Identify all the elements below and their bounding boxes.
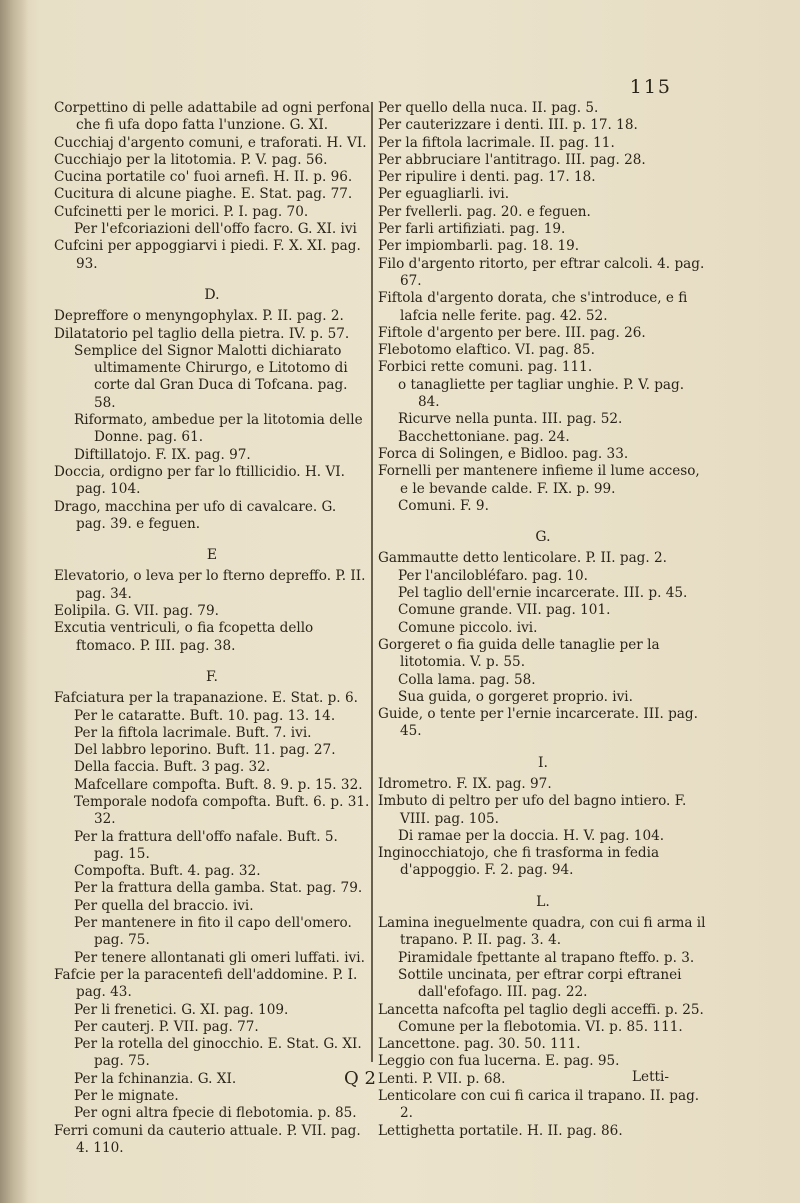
- index-entry: Piramidale fpettante al trapano fteffo. p. 3.: [398, 949, 695, 966]
- index-entry: Gammautte detto lenticolare. P. II. pag. 2.: [378, 550, 667, 567]
- index-entry: Pel taglio dell'ernie incarcerate. III. p. 45.: [398, 585, 688, 602]
- index-entry: Diftillatojo. F. IX. pag. 97.: [74, 446, 251, 463]
- index-entry: Per l'efcoriazioni dell'offo facro. G. XI. ivi: [74, 221, 357, 238]
- index-entry: Mafcellare compofta. Buft. 8. 9. p. 15. 32.: [74, 776, 363, 793]
- index-entry: Lancettone. pag. 30. 50. 111.: [378, 1036, 581, 1053]
- index-entry: Per le cataratte. Buft. 10. pag. 13. 14.: [74, 707, 336, 724]
- index-entry: Per la fchinanzia. G. XI.: [74, 1070, 237, 1087]
- index-entry: Cucitura di alcune piaghe. E. Stat. pag. 77.: [54, 186, 353, 203]
- index-entry: Per la frattura della gamba. Stat. pag. 79.: [74, 880, 363, 897]
- signature-mark: Q 2: [344, 1068, 376, 1089]
- index-entry: Per cauterizzare i denti. III. p. 17. 18.: [378, 117, 638, 134]
- index-entry: Lettighetta portatile. H. II. pag. 86.: [378, 1122, 623, 1139]
- section-letter: G.: [535, 529, 551, 546]
- index-entry: Lamina ineguelmente quadra, con cui fi arma il trapano. P. II. pag. 3. 4.: [378, 915, 706, 949]
- index-entry: Corpettino di pelle adattabile ad ogni perfona che fi ufa dopo fatta l'unzione. G. XI.: [54, 100, 371, 134]
- index-entry: Cufcini per appoggiarvi i piedi. F. X. XI. pag. 93.: [54, 238, 361, 272]
- index-entry: Del labbro leporino. Buft. 11. pag. 27.: [74, 742, 336, 759]
- index-entry: Depreffore o menyngophylax. P. II. pag. 2.: [54, 308, 344, 325]
- index-entry: Lenticolare con cui fi carica il trapano. II. pag. 2.: [378, 1088, 700, 1122]
- index-entry: Drago, macchina per ufo di cavalcare. G. pag. 39. e feguen.: [54, 498, 337, 532]
- index-entry: Fornelli per mantenere infieme il lume acceso, e le bevande calde. F. IX. p. 99.: [378, 463, 700, 497]
- index-entry: Per li frenetici. G. XI. pag. 109.: [74, 1001, 289, 1018]
- index-entry: Per la frattura dell'offo nafale. Buft. 5. pag. 15.: [74, 828, 338, 862]
- column-divider: [371, 102, 373, 1062]
- index-entry: Guide, o tente per l'ernie incarcerate. III. pag. 45.: [378, 706, 698, 740]
- index-entry: Leggio con fua lucerna. E. pag. 95.: [378, 1053, 620, 1070]
- index-entry: Doccia, ordigno per far lo ftillicidio. H. VI. pag. 104.: [54, 463, 345, 498]
- section-letter: L.: [536, 893, 550, 910]
- index-entry: Per ripulire i denti. pag. 17. 18.: [378, 169, 596, 186]
- index-entry: Per farli artifiziati. pag. 19.: [378, 221, 566, 238]
- index-entry: Riformato, ambedue per la litotomia delle Donne. pag. 61.: [74, 412, 363, 446]
- index-entry: Per fvellerli. pag. 20. e feguen.: [378, 203, 591, 220]
- index-entry: Ferri comuni da cauterio attuale. P. VII. pag. 4. 110.: [54, 1122, 361, 1156]
- index-entry: Comuni. F. 9.: [398, 497, 489, 514]
- index-entry: Temporale nodofa compofta. Buft. 6. p. 31. 32.: [74, 793, 370, 828]
- index-entry: Forca di Solingen, e Bidloo. pag. 33.: [378, 445, 629, 462]
- index-entry: Dilatatorio pel taglio della pietra. IV. p. 57.: [54, 325, 350, 342]
- section-letter: I.: [538, 754, 548, 771]
- index-entry: Per tenere allontanati gli omeri luffati. ivi.: [74, 949, 365, 966]
- section-letter: D.: [204, 286, 220, 303]
- index-entry: Fiftola d'argento dorata, che s'introduce, e fi lafcia nelle ferite. pag. 42. 52.: [378, 290, 688, 324]
- index-entry: Per l'ancilobléfaro. pag. 10.: [398, 567, 588, 584]
- index-entry: Per abbruciare l'antitrago. III. pag. 28.: [378, 151, 646, 168]
- index-entry: Elevatorio, o leva per lo fterno depreffo. P. II. pag. 34.: [54, 568, 366, 602]
- index-entry: Excutia ventriculi, o fia fcopetta dello ftomaco. P. III. pag. 38.: [54, 620, 314, 654]
- index-entry: Cucchiajo per la litotomia. P. V. pag. 56.: [54, 151, 328, 168]
- index-entry: Eolipila. G. VII. pag. 79.: [54, 603, 219, 620]
- index-entry: Compofta. Buft. 4. pag. 32.: [74, 863, 261, 880]
- book-spine-shadow: [0, 0, 28, 1203]
- catchword: Letti-: [632, 1069, 669, 1085]
- section-letter: E: [206, 547, 218, 564]
- index-entry: Per le mignate.: [74, 1088, 179, 1105]
- index-entry: Inginocchiatojo, che fi trasforma in fedia d'appoggio. F. 2. pag. 94.: [378, 845, 660, 879]
- index-entry: Per la fiftola lacrimale. II. pag. 11.: [378, 134, 615, 151]
- index-entry: Sua guida, o gorgeret proprio. ivi.: [398, 688, 633, 705]
- index-entry: Per eguagliarli. ivi.: [378, 186, 510, 203]
- index-entry: Per ogni altra fpecie di flebotomia. p. 85.: [74, 1105, 357, 1122]
- index-entry: Per quella del braccio. ivi.: [74, 897, 254, 914]
- index-entry: Sottile uncinata, per eftrar corpi eftranei dall'efofago. III. pag. 22.: [398, 966, 682, 1001]
- index-entry: Fafcie per la paracentefi dell'addomine. P. I. pag. 43.: [54, 966, 358, 1001]
- right-column: [378, 100, 708, 1140]
- index-entry: Cucchiaj d'argento comuni, e traforati. H. VI.: [54, 134, 367, 151]
- index-entry: Filo d'argento ritorto, per eftrar calcoli. 4. pag. 67.: [378, 255, 705, 289]
- index-entry: Idrometro. F. IX. pag. 97.: [378, 775, 552, 792]
- index-entry: Imbuto di peltro per ufo del bagno intiero. F. VIII. pag. 105.: [378, 793, 687, 827]
- section-letter: F.: [206, 668, 218, 685]
- index-entry: Fiftole d'argento per bere. III. pag. 26.: [378, 324, 646, 341]
- index-entry: Per quello della nuca. II. pag. 5.: [378, 100, 599, 116]
- index-entry: Gorgeret o fia guida delle tanaglie per la litotomia. V. p. 55.: [378, 636, 660, 671]
- index-entry: Per impiombarli. pag. 18. 19.: [378, 238, 580, 255]
- left-column: [54, 100, 370, 1157]
- index-entry: Comune grande. VII. pag. 101.: [398, 602, 611, 619]
- index-entry: Per la rotella del ginocchio. E. Stat. G. XI. pag. 75.: [74, 1036, 362, 1070]
- index-entry: Forbici rette comuni. pag. 111.: [378, 359, 593, 376]
- index-entry: Di ramae per la doccia. H. V. pag. 104.: [398, 827, 665, 844]
- index-entry: Cufcinetti per le morici. P. I. pag. 70.: [54, 203, 309, 220]
- index-entry: Colla lama. pag. 58.: [398, 671, 536, 688]
- index-entry: Comune piccolo. ivi.: [398, 619, 538, 636]
- index-entry: Per la fiftola lacrimale. Buft. 7. ivi.: [74, 724, 312, 741]
- index-entry: Cucina portatile co' fuoi arnefi. H. II. p. 96.: [54, 169, 353, 186]
- index-entry: o tanagliette per tagliar unghie. P. V. pag. 84.: [398, 376, 685, 411]
- index-entry: Per cauterj. P. VII. pag. 77.: [74, 1018, 259, 1035]
- index-entry: Comune per la flebotomia. VI. p. 85. 111.: [398, 1018, 683, 1035]
- index-entry: Per mantenere in fito il capo dell'omero. pag. 75.: [74, 915, 352, 949]
- index-entry: Bacchettoniane. pag. 24.: [398, 428, 570, 445]
- index-entry: Ricurve nella punta. III. pag. 52.: [398, 411, 623, 428]
- page-number: 115: [629, 76, 672, 98]
- index-entry: Lancetta nafcofta pel taglio degli acceffi. p. 25.: [378, 1001, 704, 1018]
- index-entry: Fafciatura per la trapanazione. E. Stat. p. 6.: [54, 690, 358, 707]
- index-entry: Flebotomo elaftico. VI. pag. 85.: [378, 342, 595, 359]
- index-entry: Lenti. P. VII. p. 68.: [378, 1070, 506, 1087]
- index-entry: Della faccia. Buft. 3 pag. 32.: [74, 759, 271, 776]
- index-entry: Semplice del Signor Malotti dichiarato ultimamente Chirurgo, e Litotomo di corte dal Gran Duca di Tofcana. pag. 58.: [74, 342, 348, 411]
